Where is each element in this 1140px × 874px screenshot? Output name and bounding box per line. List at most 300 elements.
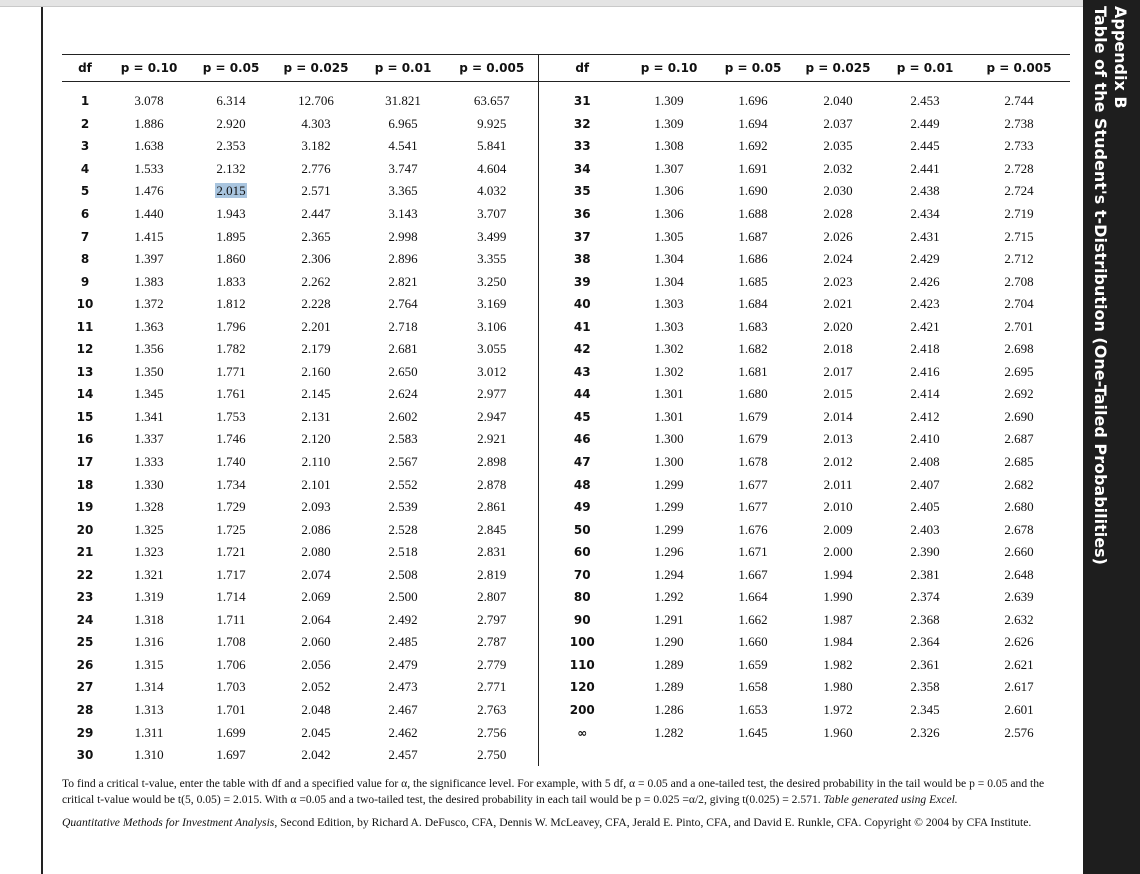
critical-value-cell: 3.143 xyxy=(388,206,418,221)
critical-value-cell: 1.692 xyxy=(738,138,768,154)
critical-value-cell: 2.718 xyxy=(388,318,418,334)
critical-value-cell: 2.374 xyxy=(910,589,940,605)
critical-value-cell: 2.692 xyxy=(1004,386,1034,402)
table-row xyxy=(62,428,1070,451)
critical-value-cell: 2.733 xyxy=(1004,138,1034,154)
critical-value-cell: 2.011 xyxy=(823,476,853,492)
critical-value-cell: 1.299 xyxy=(654,499,684,515)
table-row xyxy=(62,203,1070,226)
critical-value-cell: 1.315 xyxy=(134,656,164,672)
critical-value-cell: 2.120 xyxy=(301,431,331,447)
appendix-side-heading xyxy=(1090,6,1130,866)
critical-value-cell: 2.571 xyxy=(301,183,331,199)
table-row xyxy=(62,315,1070,338)
critical-value-cell: 4.303 xyxy=(301,115,331,131)
critical-value-cell: 2.421 xyxy=(910,318,940,334)
df-cell: 33 xyxy=(573,139,591,154)
critical-value-cell: 2.414 xyxy=(910,386,940,402)
critical-value-cell: 2.473 xyxy=(388,679,418,695)
critical-value-cell: 1.676 xyxy=(738,521,768,537)
critical-value-cell: 2.687 xyxy=(1004,431,1034,447)
critical-value-cell: 1.721 xyxy=(216,544,246,560)
critical-value-cell: 2.787 xyxy=(446,631,538,654)
df-cell: 26 xyxy=(76,657,94,672)
critical-value-cell: 1.356 xyxy=(134,341,164,357)
critical-value-cell: 2.021 xyxy=(823,296,853,312)
critical-value-cell: 1.694 xyxy=(738,115,768,131)
critical-value-cell: 2.381 xyxy=(910,566,940,582)
critical-value-cell: 1.325 xyxy=(134,521,164,537)
critical-value-cell: 2.048 xyxy=(301,702,331,718)
critical-value-cell xyxy=(190,180,272,203)
critical-value-cell: 3.747 xyxy=(388,160,418,176)
df-cell: 48 xyxy=(573,477,591,492)
critical-value-cell: 1.301 xyxy=(654,386,684,402)
critical-value-cell: 2.423 xyxy=(910,296,940,312)
critical-value-cell: 3.106 xyxy=(446,315,538,338)
critical-value-cell: 1.308 xyxy=(654,138,684,154)
critical-value-cell: 2.364 xyxy=(910,634,940,650)
critical-value-cell: 1.300 xyxy=(654,454,684,470)
critical-value-cell: 2.492 xyxy=(388,611,418,627)
df-cell: 5 xyxy=(80,184,90,199)
critical-value-cell: 1.683 xyxy=(738,318,768,334)
critical-value-cell: 2.449 xyxy=(910,115,940,131)
critical-value-cell: 1.703 xyxy=(216,679,246,695)
critical-value-cell: 2.020 xyxy=(823,318,853,334)
critical-value-cell: 2.678 xyxy=(1004,521,1034,537)
critical-value-cell: 2.898 xyxy=(446,451,538,474)
critical-value-cell: 1.697 xyxy=(216,747,246,763)
critical-value-cell: 2.416 xyxy=(910,363,940,379)
df-cell: 34 xyxy=(573,161,591,176)
critical-value-cell: 1.299 xyxy=(654,476,684,492)
table-row xyxy=(62,496,1070,519)
critical-value-cell: 2.567 xyxy=(388,454,418,470)
df-cell: 43 xyxy=(573,364,591,379)
critical-value-cell: 4.032 xyxy=(446,180,538,203)
critical-value-cell: 1.717 xyxy=(216,566,246,582)
critical-value-cell: 1.313 xyxy=(134,702,164,718)
critical-value-cell: 2.947 xyxy=(446,406,538,429)
critical-value-cell: 2.708 xyxy=(1004,273,1034,289)
critical-value-cell: 1.333 xyxy=(134,454,164,470)
critical-value-cell: 2.756 xyxy=(446,721,538,744)
critical-value-cell: 2.617 xyxy=(1004,679,1034,695)
critical-value-cell: 2.695 xyxy=(1004,363,1034,379)
df-cell: 35 xyxy=(573,184,591,199)
df-cell xyxy=(538,744,626,767)
critical-value-cell: 1.678 xyxy=(738,454,768,470)
critical-value-cell: 1.310 xyxy=(134,747,164,763)
critical-value-cell: 2.353 xyxy=(216,138,246,154)
critical-value-cell: 2.179 xyxy=(301,341,331,357)
critical-value-cell: 1.682 xyxy=(738,341,768,357)
critical-value-cell: 1.782 xyxy=(216,341,246,357)
critical-value-cell: 1.659 xyxy=(738,656,768,672)
footnote-source-title: Quantitative Methods for Investment Analysis xyxy=(62,816,275,829)
header-probability: p = 0.05 xyxy=(712,55,794,82)
critical-value-cell: 1.301 xyxy=(654,408,684,424)
table-row xyxy=(62,654,1070,677)
critical-value-cell: 2.042 xyxy=(301,747,331,763)
critical-value-cell: 1.688 xyxy=(738,206,768,221)
critical-value-cell: 2.528 xyxy=(388,521,418,537)
critical-value-cell: 2.447 xyxy=(301,206,331,221)
critical-value-cell: 2.576 xyxy=(1004,724,1034,740)
critical-value-cell: 1.696 xyxy=(738,93,768,109)
critical-value-cell: 2.365 xyxy=(301,228,331,244)
critical-value-cell: 2.160 xyxy=(301,363,331,379)
critical-value-cell: 2.763 xyxy=(446,699,538,722)
critical-value-cell: 2.035 xyxy=(823,138,853,154)
critical-value-cell: 1.299 xyxy=(654,521,684,537)
df-cell: 7 xyxy=(80,229,90,244)
critical-value-cell: 2.017 xyxy=(823,363,853,379)
critical-value-cell: 1.292 xyxy=(654,589,684,605)
critical-value-cell: 2.508 xyxy=(388,566,418,582)
critical-value-cell: 2.361 xyxy=(910,656,940,672)
df-cell: 46 xyxy=(573,432,591,447)
df-cell: 28 xyxy=(76,703,94,718)
df-cell: 24 xyxy=(76,612,94,627)
critical-value-cell: 1.960 xyxy=(823,724,853,740)
df-cell: 6 xyxy=(80,207,90,221)
critical-value-cell: 1.350 xyxy=(134,363,164,379)
critical-value-cell: 1.987 xyxy=(823,611,853,627)
critical-value-cell: 2.060 xyxy=(301,634,331,650)
critical-value-cell: 2.632 xyxy=(1004,611,1034,627)
header-probability: p = 0.10 xyxy=(108,55,190,82)
critical-value-cell: 6.965 xyxy=(388,115,418,131)
table-row xyxy=(62,248,1070,271)
df-cell: 23 xyxy=(76,590,94,605)
critical-value-cell: 2.028 xyxy=(823,206,853,221)
df-cell: 70 xyxy=(573,567,591,582)
df-cell: 3 xyxy=(80,139,90,154)
table-row xyxy=(62,293,1070,316)
critical-value-cell: 2.878 xyxy=(446,473,538,496)
critical-value-cell: 1.372 xyxy=(134,296,164,312)
critical-value-cell: 2.080 xyxy=(301,544,331,560)
critical-value-cell: 2.682 xyxy=(1004,476,1034,492)
critical-value-cell: 1.345 xyxy=(134,386,164,402)
critical-value-cell: 1.306 xyxy=(654,183,684,199)
critical-value-cell: 2.821 xyxy=(388,273,418,289)
critical-value-cell: 1.746 xyxy=(216,431,246,447)
table-row xyxy=(62,563,1070,586)
critical-value-cell: 2.712 xyxy=(1004,251,1034,267)
critical-value-cell: 2.403 xyxy=(910,521,940,537)
critical-value-cell: 2.977 xyxy=(446,383,538,406)
critical-value-cell: 2.030 xyxy=(823,183,853,199)
critical-value-cell: 1.300 xyxy=(654,431,684,447)
critical-value-cell: 1.677 xyxy=(738,476,768,492)
table-row xyxy=(62,225,1070,248)
critical-value-cell: 2.660 xyxy=(1004,544,1034,560)
footnote-generated-note: Table generated using Excel. xyxy=(823,792,958,806)
df-cell: 32 xyxy=(573,116,591,131)
df-cell: 60 xyxy=(573,545,591,560)
critical-value-cell: 3.055 xyxy=(446,338,538,361)
critical-value-cell: 2.032 xyxy=(823,160,853,176)
table-row xyxy=(62,676,1070,699)
critical-value-cell: 2.015 xyxy=(823,386,853,402)
critical-value-cell: 2.429 xyxy=(910,251,940,267)
critical-value-cell: 1.679 xyxy=(738,431,768,447)
critical-value-cell: 2.086 xyxy=(301,521,331,537)
critical-value-cell: 1.711 xyxy=(216,611,246,627)
footnote-instructions xyxy=(62,776,1070,807)
table-row xyxy=(62,82,1070,113)
df-cell: 30 xyxy=(76,748,94,763)
df-cell: 4 xyxy=(80,161,90,176)
df-cell: 11 xyxy=(76,319,94,334)
critical-value-cell: 1.725 xyxy=(216,521,246,537)
critical-value-cell: 2.602 xyxy=(388,408,418,424)
critical-value-cell: 1.687 xyxy=(738,228,768,244)
critical-value-cell: 2.518 xyxy=(388,544,418,560)
critical-value-cell: 2.650 xyxy=(388,363,418,379)
critical-value-cell: 2.698 xyxy=(1004,341,1034,357)
critical-value-cell: 1.328 xyxy=(134,499,164,515)
critical-value-cell xyxy=(794,744,882,767)
critical-value-cell: 1.662 xyxy=(738,611,768,627)
critical-value-cell: 1.383 xyxy=(134,273,164,289)
critical-value-cell: 1.311 xyxy=(134,724,164,740)
critical-value-cell: 2.201 xyxy=(301,318,331,334)
df-cell: 50 xyxy=(573,522,591,537)
df-cell: 9 xyxy=(80,274,90,289)
critical-value-cell: 3.499 xyxy=(446,225,538,248)
critical-value-cell: 2.453 xyxy=(910,93,940,109)
table-row xyxy=(62,180,1070,203)
critical-value-cell: 2.624 xyxy=(388,386,418,402)
critical-value-cell: 1.671 xyxy=(738,544,768,560)
header-probability: p = 0.05 xyxy=(190,55,272,82)
critical-value-cell: 2.056 xyxy=(301,656,331,672)
critical-value-cell: 2.445 xyxy=(910,138,940,154)
critical-value-cell: 2.145 xyxy=(301,386,331,402)
critical-value-cell: 2.412 xyxy=(910,408,940,424)
critical-value-cell: 2.462 xyxy=(388,724,418,740)
critical-value-cell: 1.341 xyxy=(134,408,164,424)
df-cell: 39 xyxy=(573,274,591,289)
critical-value-cell: 2.626 xyxy=(1004,634,1034,650)
critical-value-cell: 2.467 xyxy=(388,702,418,718)
df-cell: 90 xyxy=(573,612,591,627)
critical-value-cell: 1.476 xyxy=(134,183,164,199)
critical-value-cell: 2.013 xyxy=(823,431,853,447)
critical-value-cell: 1.309 xyxy=(654,115,684,131)
df-cell: 12 xyxy=(76,342,94,357)
left-margin-rule xyxy=(41,7,43,874)
critical-value-cell: 1.397 xyxy=(134,251,164,267)
critical-value-cell: 2.010 xyxy=(823,499,853,515)
critical-value-cell: 2.431 xyxy=(910,228,940,244)
critical-value-cell: 2.744 xyxy=(1004,93,1034,109)
critical-value-cell: 1.943 xyxy=(216,206,246,221)
table-row xyxy=(62,135,1070,158)
critical-value-cell: 2.764 xyxy=(388,296,418,312)
critical-value-cell: 1.729 xyxy=(216,499,246,515)
critical-value-cell: 1.685 xyxy=(738,273,768,289)
df-cell: 17 xyxy=(76,455,94,470)
critical-value-cell: 3.169 xyxy=(446,293,538,316)
critical-value-cell: 3.078 xyxy=(134,93,164,109)
critical-value-cell: 31.821 xyxy=(385,93,421,109)
df-cell: 19 xyxy=(76,500,94,515)
header-probability: p = 0.10 xyxy=(626,55,712,82)
table-row xyxy=(62,270,1070,293)
critical-value-cell: 3.355 xyxy=(446,248,538,271)
critical-value-cell: 2.819 xyxy=(446,563,538,586)
table-row xyxy=(62,518,1070,541)
critical-value-cell: 1.302 xyxy=(654,363,684,379)
critical-value-cell: 1.323 xyxy=(134,544,164,560)
df-cell: 29 xyxy=(76,725,94,740)
header-df: df xyxy=(62,55,108,82)
table-row xyxy=(62,338,1070,361)
table-row xyxy=(62,586,1070,609)
df-cell: 44 xyxy=(573,387,591,402)
critical-value-cell xyxy=(712,744,794,767)
critical-value-cell: 2.306 xyxy=(301,251,331,267)
critical-value-cell: 2.014 xyxy=(823,408,853,424)
critical-value-cell: 2.715 xyxy=(1004,228,1034,244)
df-cell: 38 xyxy=(573,252,591,267)
table-row xyxy=(62,721,1070,744)
critical-value-cell xyxy=(626,744,712,767)
critical-value-cell: 2.831 xyxy=(446,541,538,564)
critical-value-cell: 2.368 xyxy=(910,611,940,627)
critical-value-cell: 2.132 xyxy=(216,160,246,176)
critical-value-cell: 2.407 xyxy=(910,476,940,492)
critical-value-cell: 2.131 xyxy=(301,408,331,424)
critical-value-cell xyxy=(968,744,1070,767)
critical-value-cell: 1.303 xyxy=(654,318,684,334)
critical-value-cell: 1.304 xyxy=(654,251,684,267)
critical-value-cell: 1.319 xyxy=(134,589,164,605)
critical-value-cell: 2.728 xyxy=(1004,160,1034,176)
critical-value-cell: 63.657 xyxy=(446,82,538,113)
df-cell: 31 xyxy=(573,94,591,109)
df-cell: 100 xyxy=(569,635,595,650)
critical-value-cell: 1.664 xyxy=(738,589,768,605)
top-page-edge xyxy=(0,0,1140,7)
table-row xyxy=(62,361,1070,384)
table-row xyxy=(62,541,1070,564)
critical-value-cell: 2.750 xyxy=(446,744,538,767)
critical-value-cell: 2.093 xyxy=(301,499,331,515)
critical-value-cell: 2.681 xyxy=(388,341,418,357)
critical-value-cell: 1.363 xyxy=(134,318,164,334)
critical-value-cell: 2.807 xyxy=(446,586,538,609)
df-cell: 21 xyxy=(76,545,94,560)
critical-value-cell: 2.358 xyxy=(910,679,940,695)
df-cell: 40 xyxy=(573,297,591,312)
table-row xyxy=(62,113,1070,136)
critical-value-cell: 4.604 xyxy=(446,158,538,181)
critical-value-cell: 2.648 xyxy=(1004,566,1034,582)
critical-value-cell: 2.719 xyxy=(1004,206,1034,221)
df-cell: ∞ xyxy=(577,725,588,740)
critical-value-cell: 2.040 xyxy=(823,93,853,109)
df-cell: 49 xyxy=(573,500,591,515)
df-cell: 45 xyxy=(573,409,591,424)
critical-value-cell: 3.182 xyxy=(301,138,331,154)
critical-value-cell: 1.753 xyxy=(216,408,246,424)
critical-value-cell: 1.415 xyxy=(134,228,164,244)
critical-value-cell: 1.980 xyxy=(823,679,853,695)
critical-value-cell: 2.479 xyxy=(388,656,418,672)
critical-value-cell: 1.860 xyxy=(216,251,246,267)
critical-value-cell: 2.024 xyxy=(823,251,853,267)
critical-value-cell: 2.110 xyxy=(301,454,331,470)
critical-value-cell: 1.309 xyxy=(654,93,684,109)
critical-value-cell: 1.990 xyxy=(823,589,853,605)
critical-value-cell: 2.390 xyxy=(910,544,940,560)
critical-value-cell: 2.345 xyxy=(910,702,940,718)
critical-value-cell: 1.302 xyxy=(654,341,684,357)
critical-value-cell: 3.012 xyxy=(446,361,538,384)
critical-value-cell: 1.314 xyxy=(134,679,164,695)
critical-value-cell: 2.026 xyxy=(823,228,853,244)
critical-value-cell: 1.708 xyxy=(216,634,246,650)
critical-value-cell: 1.701 xyxy=(216,702,246,718)
critical-value-cell: 1.771 xyxy=(216,363,246,379)
critical-value-cell: 2.896 xyxy=(388,251,418,267)
critical-value-cell: 2.426 xyxy=(910,273,940,289)
critical-value-cell: 2.552 xyxy=(388,476,418,492)
critical-value-cell: 2.690 xyxy=(1004,408,1034,424)
critical-value-cell: 1.667 xyxy=(738,566,768,582)
critical-value-cell: 1.691 xyxy=(738,160,768,176)
df-cell: 37 xyxy=(573,229,591,244)
df-cell: 16 xyxy=(76,432,94,447)
critical-value-cell: 1.982 xyxy=(823,656,853,672)
footnote-source-rest: , Second Edition, by Richard A. DeFusco, CFA, Dennis W. McLeavey, CFA, Jerald E. Pinto, CFA, and David E. Runkle, CFA. Copyright © 2004 by CFA Institute. xyxy=(274,816,1032,829)
df-cell: 27 xyxy=(76,680,94,695)
critical-value-cell: 1.321 xyxy=(134,566,164,582)
critical-value-cell: 1.680 xyxy=(738,386,768,402)
critical-value-cell: 2.998 xyxy=(388,228,418,244)
critical-value-cell: 2.583 xyxy=(388,431,418,447)
df-cell: 25 xyxy=(76,635,94,650)
df-cell: 10 xyxy=(76,297,94,312)
table-row xyxy=(62,383,1070,406)
critical-value-cell: 2.797 xyxy=(446,609,538,632)
critical-value-cell: 2.018 xyxy=(823,341,853,357)
critical-value-cell: 1.282 xyxy=(654,724,684,740)
critical-value-cell: 1.316 xyxy=(134,634,164,650)
critical-value-cell: 2.012 xyxy=(823,454,853,470)
header-probability: p = 0.01 xyxy=(882,55,968,82)
df-cell: 13 xyxy=(76,364,94,379)
critical-value-cell: 6.314 xyxy=(216,93,246,109)
table-row xyxy=(62,631,1070,654)
critical-value-cell: 1.686 xyxy=(738,251,768,267)
header-probability: p = 0.025 xyxy=(272,55,360,82)
critical-value-cell: 1.440 xyxy=(134,206,164,221)
critical-value-cell: 1.714 xyxy=(216,589,246,605)
t-distribution-table xyxy=(62,54,1070,766)
header-probability: p = 0.01 xyxy=(360,55,446,82)
footnote-source xyxy=(62,815,1070,831)
critical-value-cell: 2.074 xyxy=(301,566,331,582)
df-cell: 22 xyxy=(76,567,94,582)
critical-value-cell: 1.812 xyxy=(216,296,246,312)
